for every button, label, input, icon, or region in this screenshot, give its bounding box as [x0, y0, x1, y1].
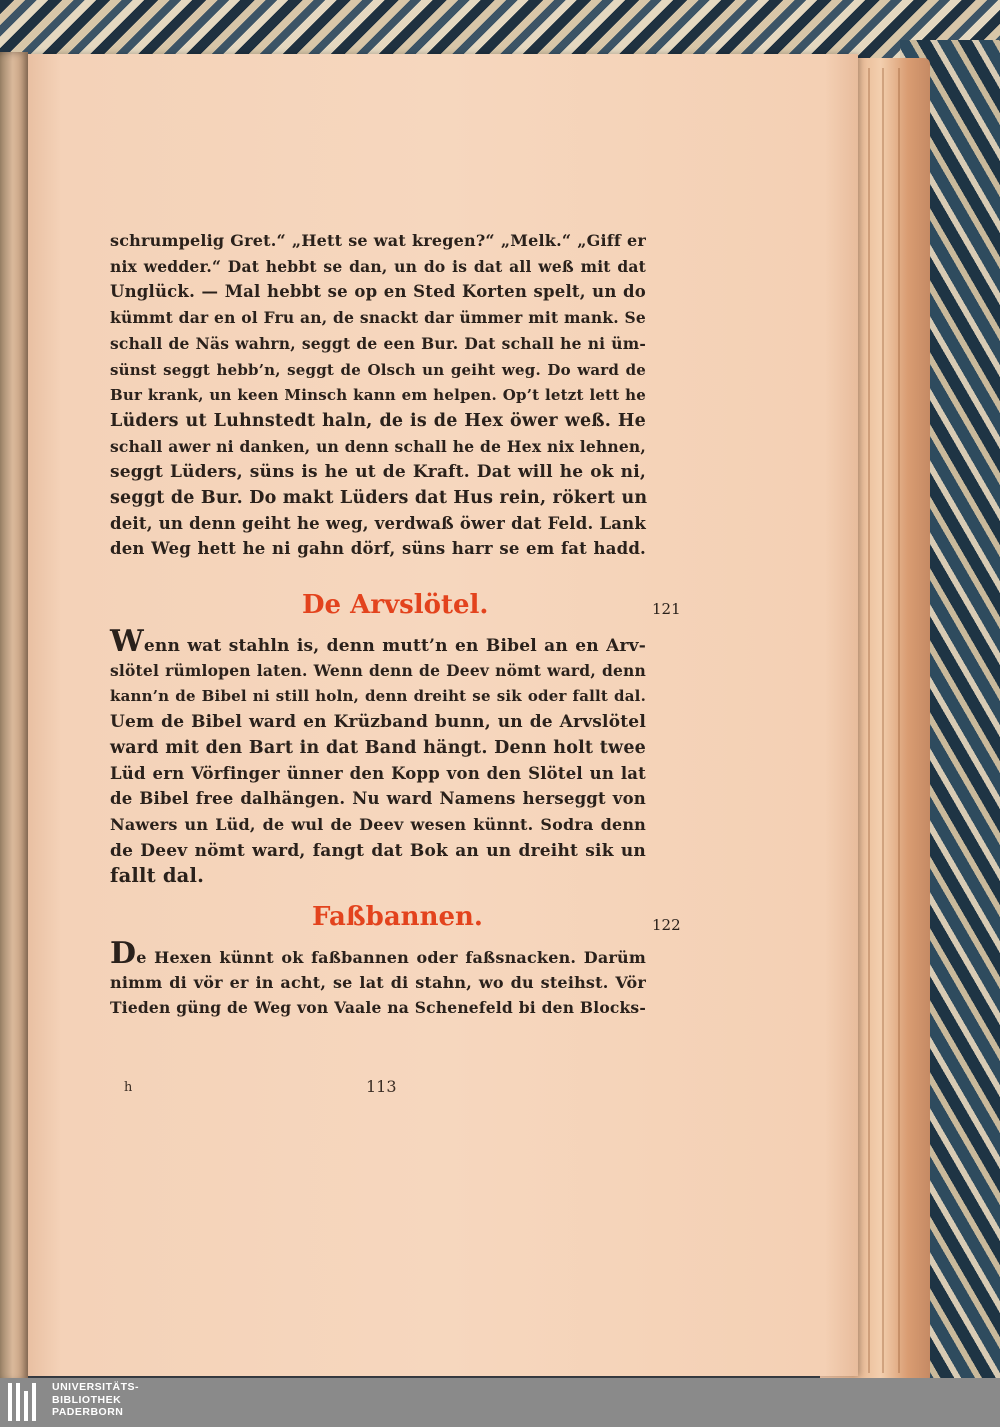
section-heading-arvslotel: De Arvslötel. — [302, 590, 489, 620]
text-line: de Bibel free dalhängen. Nu ward Namens herseggt von — [110, 789, 646, 809]
text-line: Uem de Bibel ward en Krüzband bunn, un de Arvslötel — [110, 712, 646, 733]
library-footer-bar — [0, 1378, 1000, 1427]
text-line: Nawers un Lüd, de wul de Deev wesen künnt. Sodra denn — [110, 814, 646, 834]
text-line: slötel rümlopen laten. Wenn denn de Deev nömt ward, denn — [110, 660, 646, 680]
page-number: 113 — [366, 1077, 397, 1096]
text-line: schall awer ni danken, un denn schall he de Hex nix lehnen, — [110, 436, 646, 456]
text-line: Lüd ern Vörfinger ünner den Kopp von den Slötel un lat — [110, 763, 646, 783]
text-line: ward mit den Bart in dat Band hängt. Denn holt twee — [110, 737, 646, 758]
text-line-rest: e Hexen künnt ok faßbannen oder faßsnacken. Darüm — [136, 948, 646, 967]
text-line: Unglück. — Mal hebbt se op en Sted Korten spelt, un do — [110, 282, 646, 302]
left-page-edge — [0, 52, 28, 1382]
text-line: den Weg hett he ni gahn dörf, süns harr se em fat hadd. — [110, 539, 646, 559]
library-name-line: UNIVERSITÄTS- — [52, 1381, 140, 1393]
folio-mark: h — [124, 1080, 133, 1095]
section-1-first-line — [110, 624, 646, 659]
text-line-rest: enn wat stahln is, denn mutt’n en Bibel an en Arv- — [143, 636, 646, 656]
section-number-121: 121 — [652, 600, 681, 618]
text-line: Lüders ut Luhnstedt haln, de is de Hex öwer weß. He — [110, 410, 646, 431]
text-line: Bur krank, un keen Minsch kann em helpen. Op’t letzt lett he — [110, 386, 646, 405]
section-heading-fassbannen: Faßbannen. — [312, 902, 483, 932]
library-name-line: PADERBORN — [52, 1406, 124, 1418]
library-logo-icon — [8, 1383, 42, 1421]
library-name — [52, 1381, 139, 1419]
text-line: nimm di vör er in acht, se lat di stahn, wo du steihst. Vör — [110, 972, 646, 992]
drop-cap: W — [110, 624, 144, 659]
section-2-first-line — [110, 936, 646, 971]
text-line: sünst seggt hebb’n, seggt de Olsch un geiht weg. Do ward de — [110, 360, 646, 379]
text-line: Tieden güng de Weg von Vaale na Schenefeld bi den Blocks- — [110, 998, 646, 1018]
book-cover-top-border — [0, 0, 1000, 58]
text-line: kümmt dar en ol Fru an, de snackt dar ümmer mit mank. Se — [110, 308, 646, 328]
drop-cap: D — [110, 936, 137, 971]
text-line: schall de Näs wahrn, seggt de een Bur. Dat schall he ni üm- — [110, 333, 646, 353]
text-line: seggt Lüders, süns is he ut de Kraft. Dat will he ok ni, — [110, 462, 646, 483]
text-line: fallt dal. — [110, 864, 205, 888]
text-line: kann’n de Bibel ni still holn, denn dreiht se sik oder fallt dal. — [110, 687, 646, 706]
library-name-line: BIBLIOTHEK — [52, 1393, 122, 1406]
text-line: de Deev nömt ward, fangt dat Bok an un dreiht sik un — [110, 840, 646, 861]
text-line: deit, un denn geiht he weg, verdwaß öwer dat Feld. Lank — [110, 513, 646, 533]
text-line: schrumpelig Gret.“ „Hett se wat kregen?“ „Melk.“ „Giff er — [110, 231, 646, 250]
text-line: seggt de Bur. Do makt Lüders dat Hus rein, rökert un — [110, 488, 648, 508]
section-number-122: 122 — [652, 916, 681, 934]
text-line: nix wedder.“ Dat hebbt se dan, un do is dat all weß mit dat — [110, 256, 646, 276]
